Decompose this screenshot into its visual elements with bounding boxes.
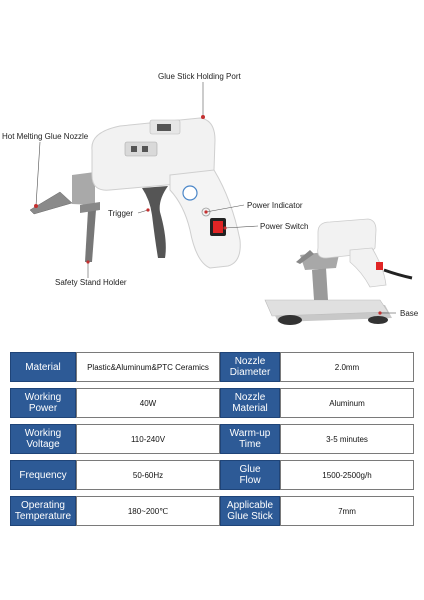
spec-label: Nozzle Material xyxy=(220,388,280,418)
spec-label: Working Voltage xyxy=(10,424,76,454)
spec-row xyxy=(10,388,414,418)
spec-label: Warm-up Time xyxy=(220,424,280,454)
spec-row xyxy=(10,496,414,526)
spec-label: Operating Temperature xyxy=(10,496,76,526)
spec-label: Working Power xyxy=(10,388,76,418)
callout-power-switch: Power Switch xyxy=(260,222,309,231)
spec-value: 3-5 minutes xyxy=(280,424,414,454)
spec-value: 2.0mm xyxy=(280,352,414,382)
spec-value: 50-60Hz xyxy=(76,460,220,490)
spec-label: Nozzle Diameter xyxy=(220,352,280,382)
spec-label: Material xyxy=(10,352,76,382)
callout-glue-stick-port: Glue Stick Holding Port xyxy=(158,72,241,81)
glue-gun-on-base xyxy=(265,219,412,325)
spec-row xyxy=(10,460,414,490)
spec-table xyxy=(10,352,414,526)
spec-value: Plastic&Aluminum&PTC Ceramics xyxy=(76,352,220,382)
spec-value: 7mm xyxy=(280,496,414,526)
spec-value: 1500-2500g/h xyxy=(280,460,414,490)
callout-trigger: Trigger xyxy=(108,209,134,218)
spec-value: 40W xyxy=(76,388,220,418)
spec-value: Aluminum xyxy=(280,388,414,418)
callout-base: Base xyxy=(400,309,419,318)
spec-row xyxy=(10,424,414,454)
spec-value: 110-240V xyxy=(76,424,220,454)
callout-safety-stand: Safety Stand Holder xyxy=(55,278,127,287)
spec-label: Frequency xyxy=(10,460,76,490)
spec-label: Applicable Glue Stick xyxy=(220,496,280,526)
spec-value: 180~200℃ xyxy=(76,496,220,526)
spec-row xyxy=(10,352,414,382)
spec-label: Glue Flow xyxy=(220,460,280,490)
callout-hot-nozzle: Hot Melting Glue Nozzle xyxy=(2,132,89,141)
callout-power-indicator: Power Indicator xyxy=(247,201,303,210)
